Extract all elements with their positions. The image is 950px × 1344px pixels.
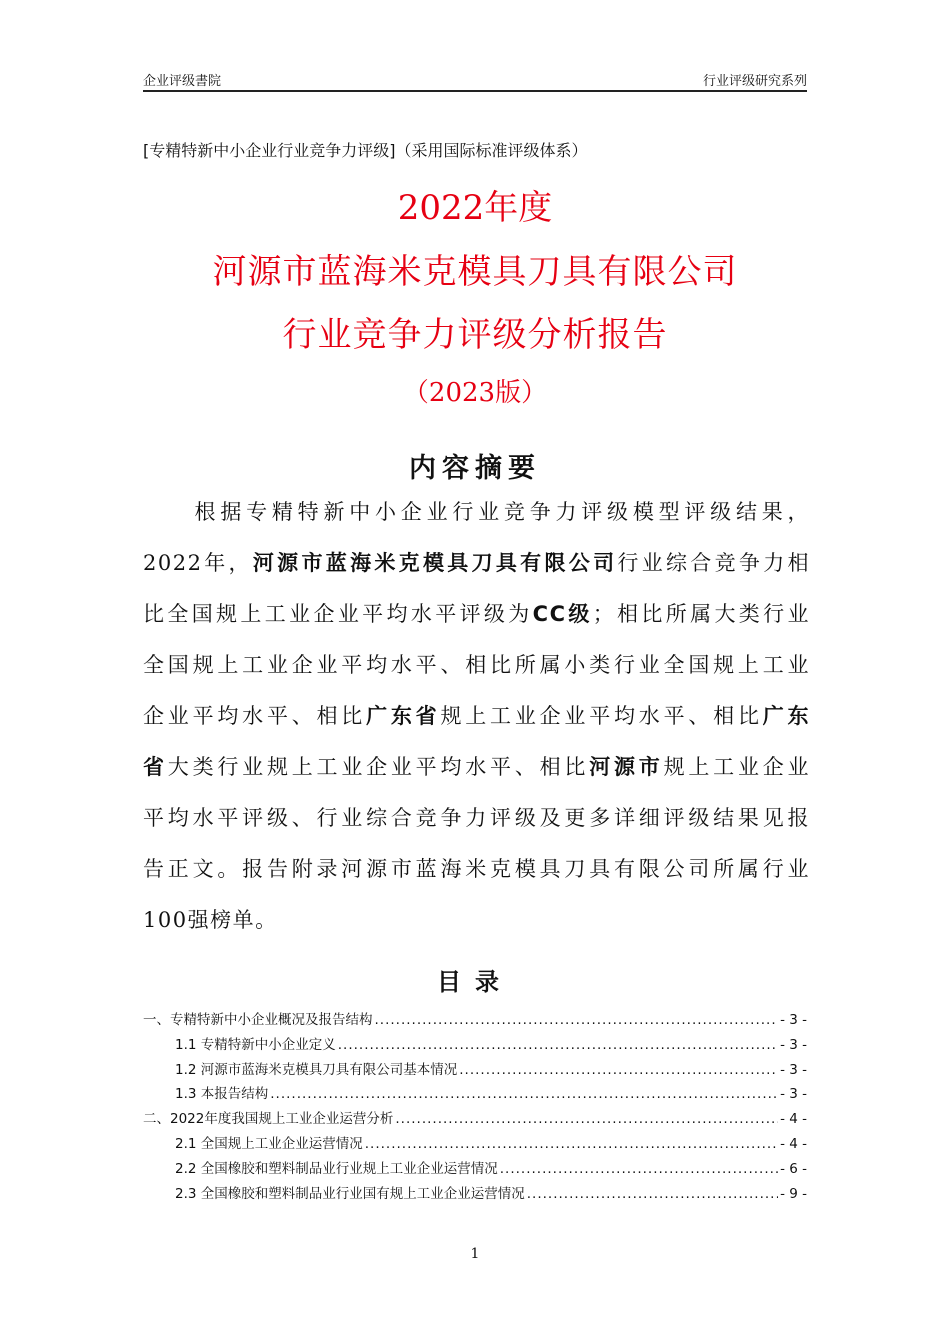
abstract-line: 告正文。报告附录河源市蓝海米克模具刀具有限公司所属行业 <box>143 857 810 881</box>
toc-item[interactable]: 一、专精特新中小企业概况及报告结构 ..... - 3 - <box>143 1008 807 1033</box>
series-label: [专精特新中小企业行业竞争力评级]（采用国际标准评级体系） <box>143 141 588 160</box>
abstract-heading: 内容摘要 <box>409 453 541 484</box>
abstract-body <box>143 487 810 946</box>
toc-heading: 目录 <box>437 968 513 996</box>
abstract-line: 2022年，河源市蓝海米克模具刀具有限公司行业综合竞争力相 <box>143 551 810 575</box>
page-header <box>143 68 807 92</box>
abstract-line: 100强榜单。 <box>143 908 278 932</box>
toc-leader-dots <box>338 1037 778 1053</box>
toc-leader-dots <box>500 1161 778 1177</box>
abstract-line: 省大类行业规上工业企业平均水平、相比河源市规上工业企业 <box>143 755 810 779</box>
page-number: 1 <box>470 1246 480 1262</box>
edition-label: （2023版） <box>402 378 548 408</box>
toc-item[interactable]: 1.1 专精特新中小企业定义 ..... - 3 - <box>143 1033 807 1058</box>
table-of-contents <box>143 1008 807 1206</box>
abstract-line: 根据专精特新中小企业行业竞争力评级模型评级结果， <box>143 500 810 524</box>
abstract-line: 全国规上工业企业平均水平、相比所属小类行业全国规上工业 <box>143 653 810 677</box>
toc-leader-dots <box>527 1186 778 1202</box>
abstract-line: 企业平均水平、相比广东省规上工业企业平均水平、相比广东 <box>143 704 810 728</box>
abstract-line: 比全国规上工业企业平均水平评级为CC级；相比所属大类行业 <box>143 602 810 626</box>
toc-item[interactable]: 1.3 本报告结构 ..... - 3 - <box>143 1082 807 1107</box>
header-publisher: 企业评级書院 <box>143 74 222 89</box>
toc-item[interactable]: 2.2 全国橡胶和塑料制品业行业规上工业企业运营情况 ..... - 6 - <box>143 1157 807 1182</box>
toc-leader-dots <box>459 1062 778 1078</box>
toc-item[interactable]: 1.2 河源市蓝海米克模具刀具有限公司基本情况 ..... - 3 - <box>143 1058 807 1083</box>
toc-item[interactable]: 2.1 全国规上工业企业运营情况 ..... - 4 - <box>143 1132 807 1157</box>
abstract-line: 平均水平评级、行业综合竞争力评级及更多详细评级结果见报 <box>143 806 810 830</box>
toc-leader-dots <box>395 1111 778 1127</box>
report-year-title: 2022年度 <box>397 188 553 228</box>
toc-item[interactable]: 2.3 全国橡胶和塑料制品业行业国有规上工业企业运营情况 ..... - 9 - <box>143 1182 807 1207</box>
toc-leader-dots <box>365 1136 778 1152</box>
toc-leader-dots <box>270 1086 778 1102</box>
company-name-title: 河源市蓝海米克模具刀具有限公司 <box>212 252 738 292</box>
toc-leader-dots <box>375 1012 779 1028</box>
header-series: 行业评级研究系列 <box>702 74 807 89</box>
report-type-title: 行业竞争力评级分析报告 <box>282 315 668 355</box>
toc-item[interactable]: 二、2022年度我国规上工业企业运营分析 ..... - 4 - <box>143 1107 807 1132</box>
